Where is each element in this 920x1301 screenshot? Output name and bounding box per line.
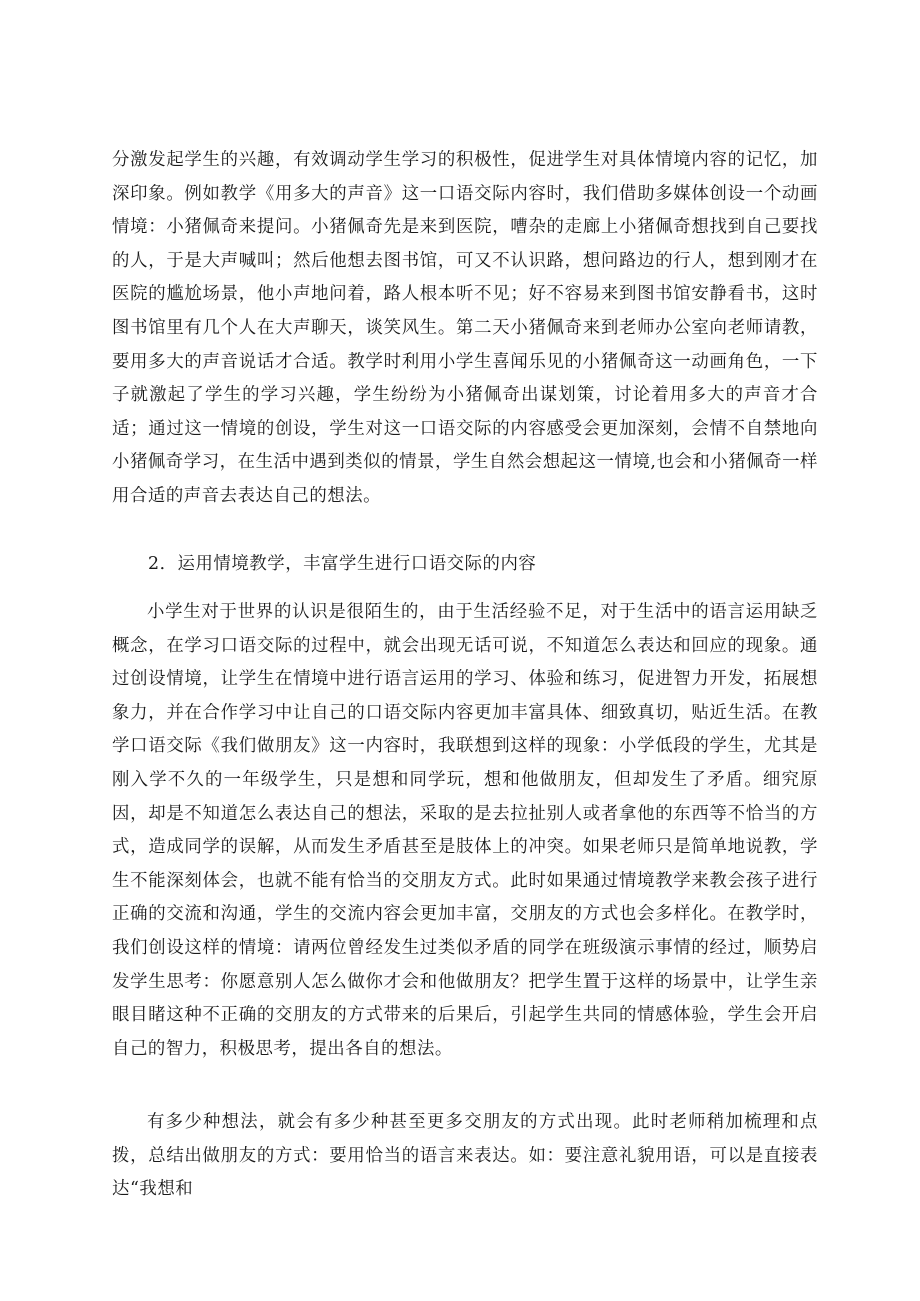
section-heading: 2．运用情境教学，丰富学生进行口语交际的内容 [148, 554, 537, 574]
body-paragraph: 分激发起学生的兴趣，有效调动学生学习的积极性，促进学生对具体情境内容的记忆，加深印象。例如教学《用多大的声音》这一口语交际内容时，我们借助多媒体创设一个动画情境：小猪佩奇来提问。小猪佩奇先是来到医院，嘈杂的走廊上小猪佩奇想找到自己要找的人，于是大声喊叫；然后他想去图书馆，可又不认识路，想问路边的行人，想到刚才在医院的尴尬场景，他小声地问着，路人根本听不见；好不容易来到图书馆安静看书，这时图书馆里有几个人在大声聊天，谈笑风生。第二天小猪佩奇来到老师办公室向老师请教，要用多大的声音说话才合适。教学时利用小学生喜闻乐见的小猪佩奇这一动画角色，一下子就激起了学生的学习兴趣，学生纷纷为小猪佩奇出谋划策，讨论着用多大的声音才合适；通过这一情境的创设，学生对这一口语交际的内容感受会更加深刻，会情不自禁地向小猪佩奇学习，在生活中遇到类似的情景，学生自然会想起这一情境,也会和小猪佩奇一样用合适的声音去表达自己的想法。 [112, 150, 818, 506]
body-paragraph: 有多少种想法，就会有多少种甚至更多交朋友的方式出现。此时老师稍加梳理和点拨，总结出做朋友的方式：要用恰当的语言来表达。如：要注意礼貌用语，可以是直接表达“我想和 [112, 1112, 818, 1200]
body-paragraph: 小学生对于世界的认识是很陌生的，由于生活经验不足，对于生活中的语言运用缺乏概念，在学习口语交际的过程中，就会出现无话可说，不知道怎么表达和回应的现象。通过创设情境，让学生在情境中进行语言运用的学习、体验和练习，促进智力开发，拓展想象力，并在合作学习中让自己的口语交际内容更加丰富具体、细致真切，贴近生活。在教学口语交际《我们做朋友》这一内容时，我联想到这样的现象：小学低段的学生，尤其是刚入学不久的一年级学生，只是想和同学玩，想和他做朋友，但却发生了矛盾。细究原因，却是不知道怎么表达自己的想法，采取的是去拉扯别人或者拿他的东西等不恰当的方式，造成同学的误解，从而发生矛盾甚至是肢体上的冲突。如果老师只是简单地说教，学生不能深刻体会，也就不能有恰当的交朋友方式。此时如果通过情境教学来教会孩子进行正确的交流和沟通，学生的交流内容会更加丰富，交朋友的方式也会多样化。在教学时，我们创设这样的情境：请两位曾经发生过类似矛盾的同学在班级演示事情的经过，顺势启发学生思考：你愿意别人怎么做你才会和他做朋友？把学生置于这样的场景中，让学生亲眼目睹这种不正确的交朋友的方式带来的后果后，引起学生共同的情感体验，学生会开启自己的智力，积极思考，提出各自的想法。 [112, 602, 818, 1059]
